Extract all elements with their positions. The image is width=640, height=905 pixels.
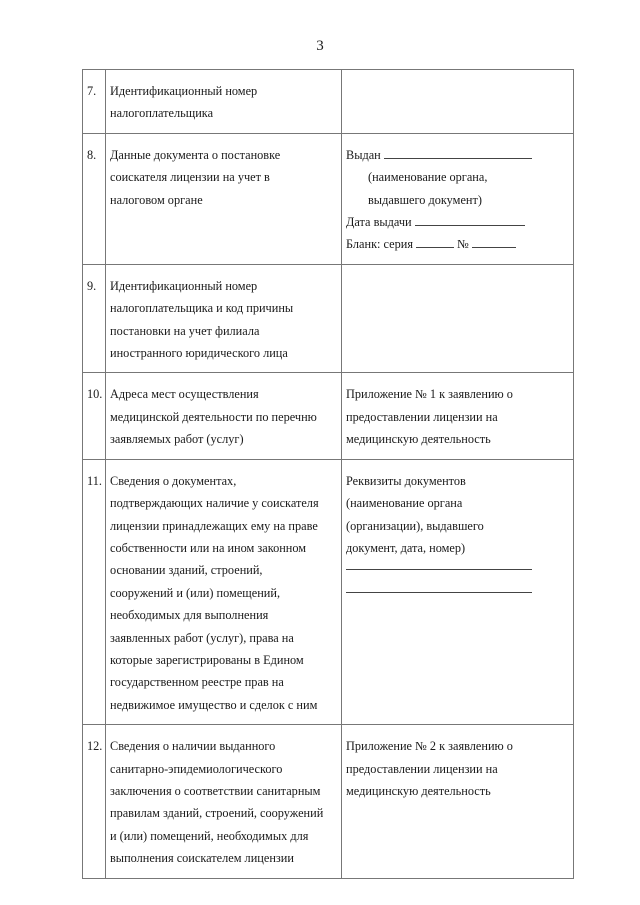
table-row: [83, 264, 574, 373]
row-number: 11.: [83, 459, 106, 724]
row-description: Идентификационный номер налогоплательщика и код причины постановки на учет филиала иностранного юридического лица: [106, 264, 342, 373]
row-value-empty[interactable]: [342, 70, 574, 134]
row-number: 12.: [83, 725, 106, 878]
requisites-field-1[interactable]: [346, 559, 532, 570]
appendix-reference: Приложение № 2 к заявлению о предоставлении лицензии на медицинскую деятельность: [342, 725, 574, 878]
row-description: Адреса мест осуществления медицинской деятельности по перечню заявляемых работ (услуг): [106, 373, 342, 459]
row-description: Данные документа о постановке соискателя лицензии на учет в налоговом органе: [106, 133, 342, 264]
issued-label: Выдан: [346, 147, 381, 162]
issued-note: выдавшего документ): [368, 192, 482, 207]
row-value-empty[interactable]: [342, 264, 574, 373]
requisites-field-2[interactable]: [346, 582, 532, 593]
issue-date-field[interactable]: [415, 212, 525, 226]
form-series-field[interactable]: [416, 234, 454, 248]
row-description: Сведения о документах, подтверждающих наличие у соискателя лицензии принадлежащих ему на праве собственности или на ином законном основании зданий, строений, сооружений и (или) помещений, необходимых для выполнения заявленных работ (услуг), права на которые зарегистрированы в Едином государственном реестре прав на недвижимое имущество и сделок с ним: [106, 459, 342, 724]
document-requisites: Реквизиты документов (наименование органа (организации), выдавшего документ, дата, номер): [342, 459, 574, 724]
row-number: 7.: [83, 70, 106, 134]
row-description: Идентификационный номер налогоплательщика: [106, 70, 342, 134]
issued-note: (наименование органа,: [368, 170, 488, 185]
page-number: 3: [316, 38, 324, 54]
row-number: 9.: [83, 264, 106, 373]
row-number: 10.: [83, 373, 106, 459]
table-row: [83, 459, 574, 724]
application-form-table: [82, 69, 574, 879]
form-series-label: Бланк: серия: [346, 237, 413, 252]
row-number: 8.: [83, 133, 106, 264]
table-row: [83, 725, 574, 878]
issue-date-label: Дата выдачи: [346, 215, 412, 230]
form-number-field[interactable]: [472, 234, 516, 248]
table-row: [83, 70, 574, 134]
appendix-reference: Приложение № 1 к заявлению о предоставлении лицензии на медицинскую деятельность: [342, 373, 574, 459]
issued-by-field[interactable]: [384, 145, 532, 159]
table-row: [83, 373, 574, 459]
tax-registration-fields: [342, 133, 574, 264]
table-row: [83, 133, 574, 264]
row-description: Сведения о наличии выданного санитарно-эпидемиологического заключения о соответствии санитарным правилам зданий, строений, сооружений и (или) помещений, необходимых для выполнения соискателем лицензии: [106, 725, 342, 878]
number-sign: №: [457, 237, 469, 252]
